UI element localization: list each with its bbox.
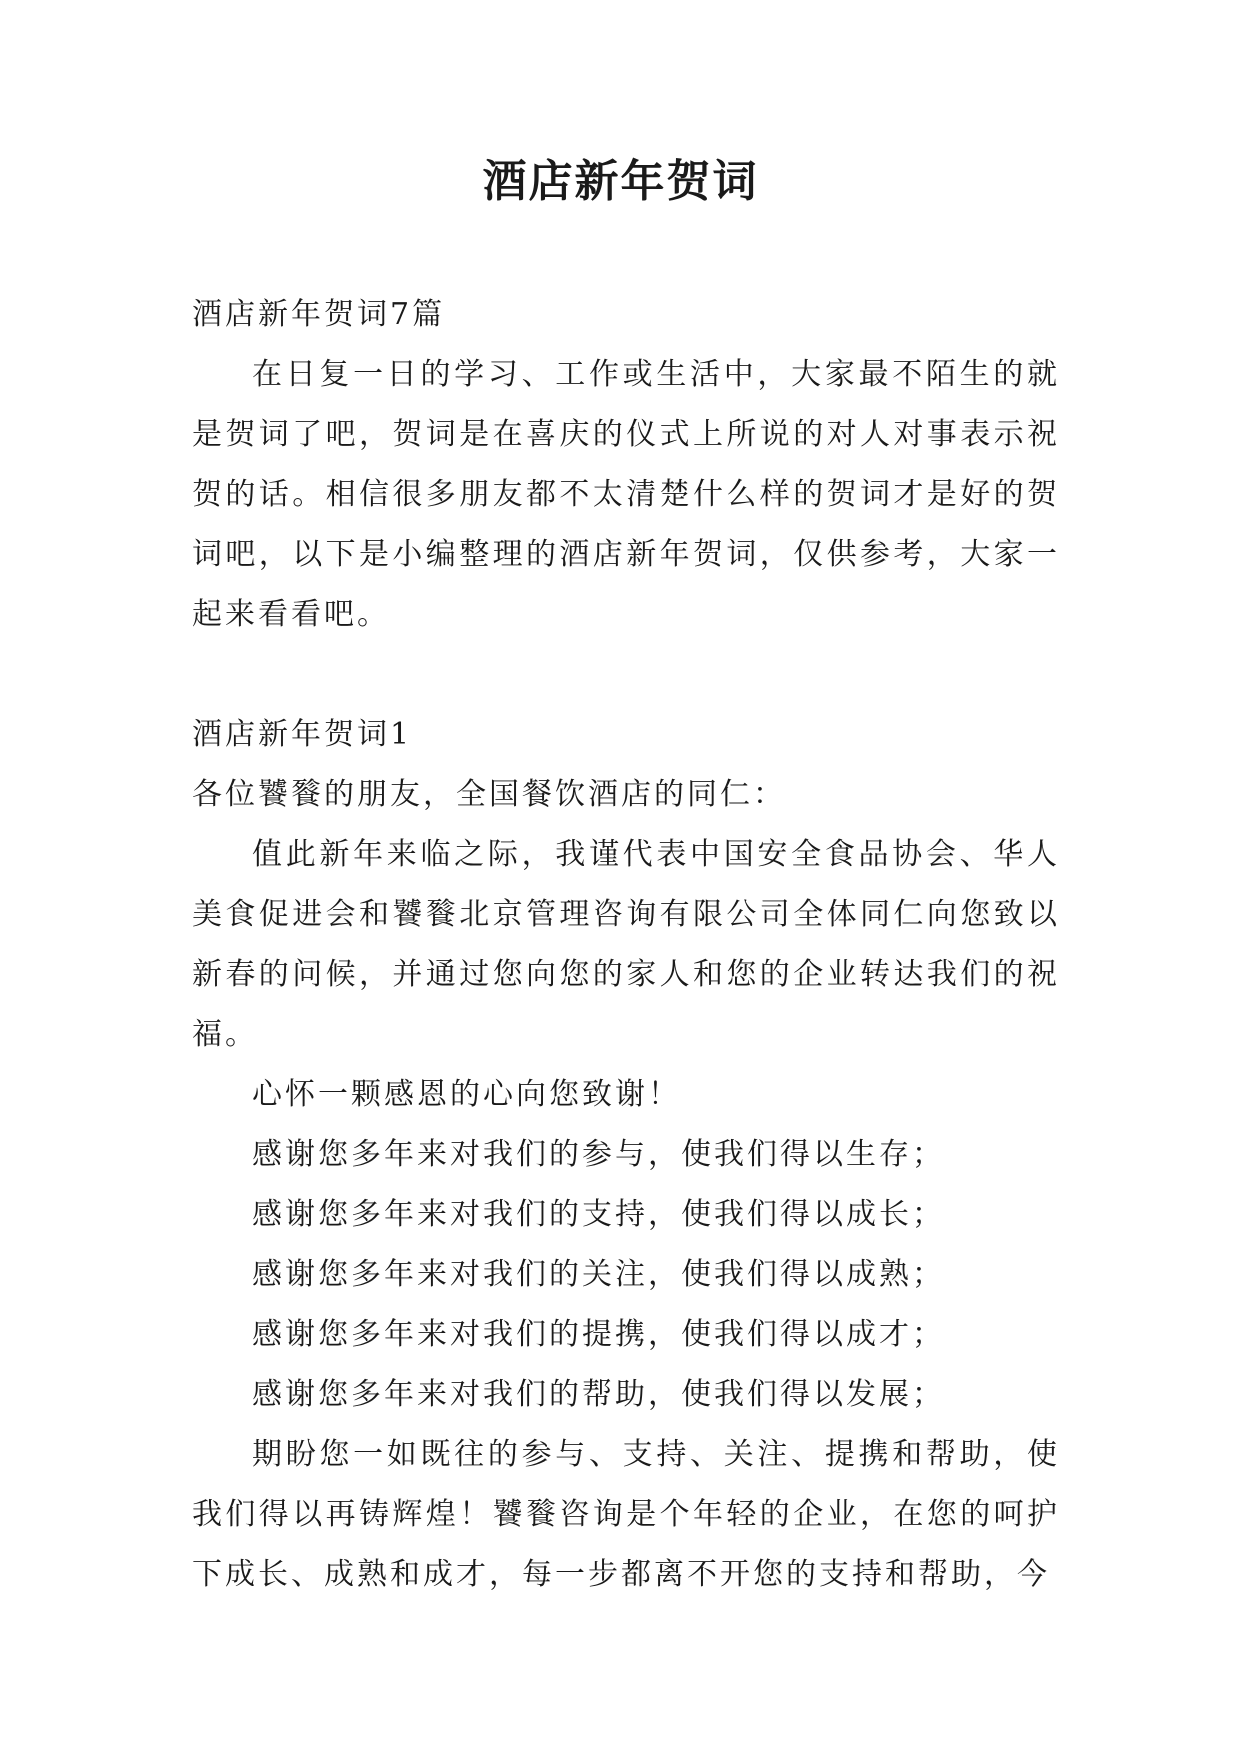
paragraph: 感谢您多年来对我们的支持，使我们得以成长； <box>252 1197 945 1232</box>
paragraph: 感谢您多年来对我们的关注，使我们得以成熟； <box>252 1257 945 1292</box>
intro-paragraph: 在日复一日的学习、工作或生活中，大家最不陌生的就是贺词了吧，贺词是在喜庆的仪式上所说的对人对事表示祝贺的话。相信很多朋友都不太清楚什么样的贺词才是好的贺词吧，以下是小编整理的酒店新年贺词，仅供参考，大家一起来看看吧。 <box>192 357 1060 632</box>
section-spacer <box>192 645 1060 705</box>
intro-heading: 酒店新年贺词7篇 <box>192 297 446 332</box>
section-heading: 酒店新年贺词1 <box>192 717 413 752</box>
paragraph: 感谢您多年来对我们的参与，使我们得以生存； <box>252 1137 945 1172</box>
document-title: 酒店新年贺词 <box>482 156 759 207</box>
salutation: 各位饕餮的朋友，全国餐饮酒店的同仁： <box>192 777 786 812</box>
paragraph: 心怀一颗感恩的心向您致谢！ <box>252 1077 681 1112</box>
paragraph: 值此新年来临之际，我谨代表中国安全食品协会、华人美食促进会和饕餮北京管理咨询有限公司全体同仁向您致以新春的问候，并通过您向您的家人和您的企业转达我们的祝福。 <box>192 837 1060 1052</box>
paragraph: 感谢您多年来对我们的帮助，使我们得以发展； <box>252 1377 945 1412</box>
document-body <box>192 285 1060 1605</box>
paragraph: 感谢您多年来对我们的提携，使我们得以成才； <box>252 1317 945 1352</box>
paragraph: 期盼您一如既往的参与、支持、关注、提携和帮助，使我们得以再铸辉煌！饕餮咨询是个年轻的企业，在您的呵护下成长、成熟和成才，每一步都离不开您的支持和帮助，今 <box>192 1437 1060 1592</box>
